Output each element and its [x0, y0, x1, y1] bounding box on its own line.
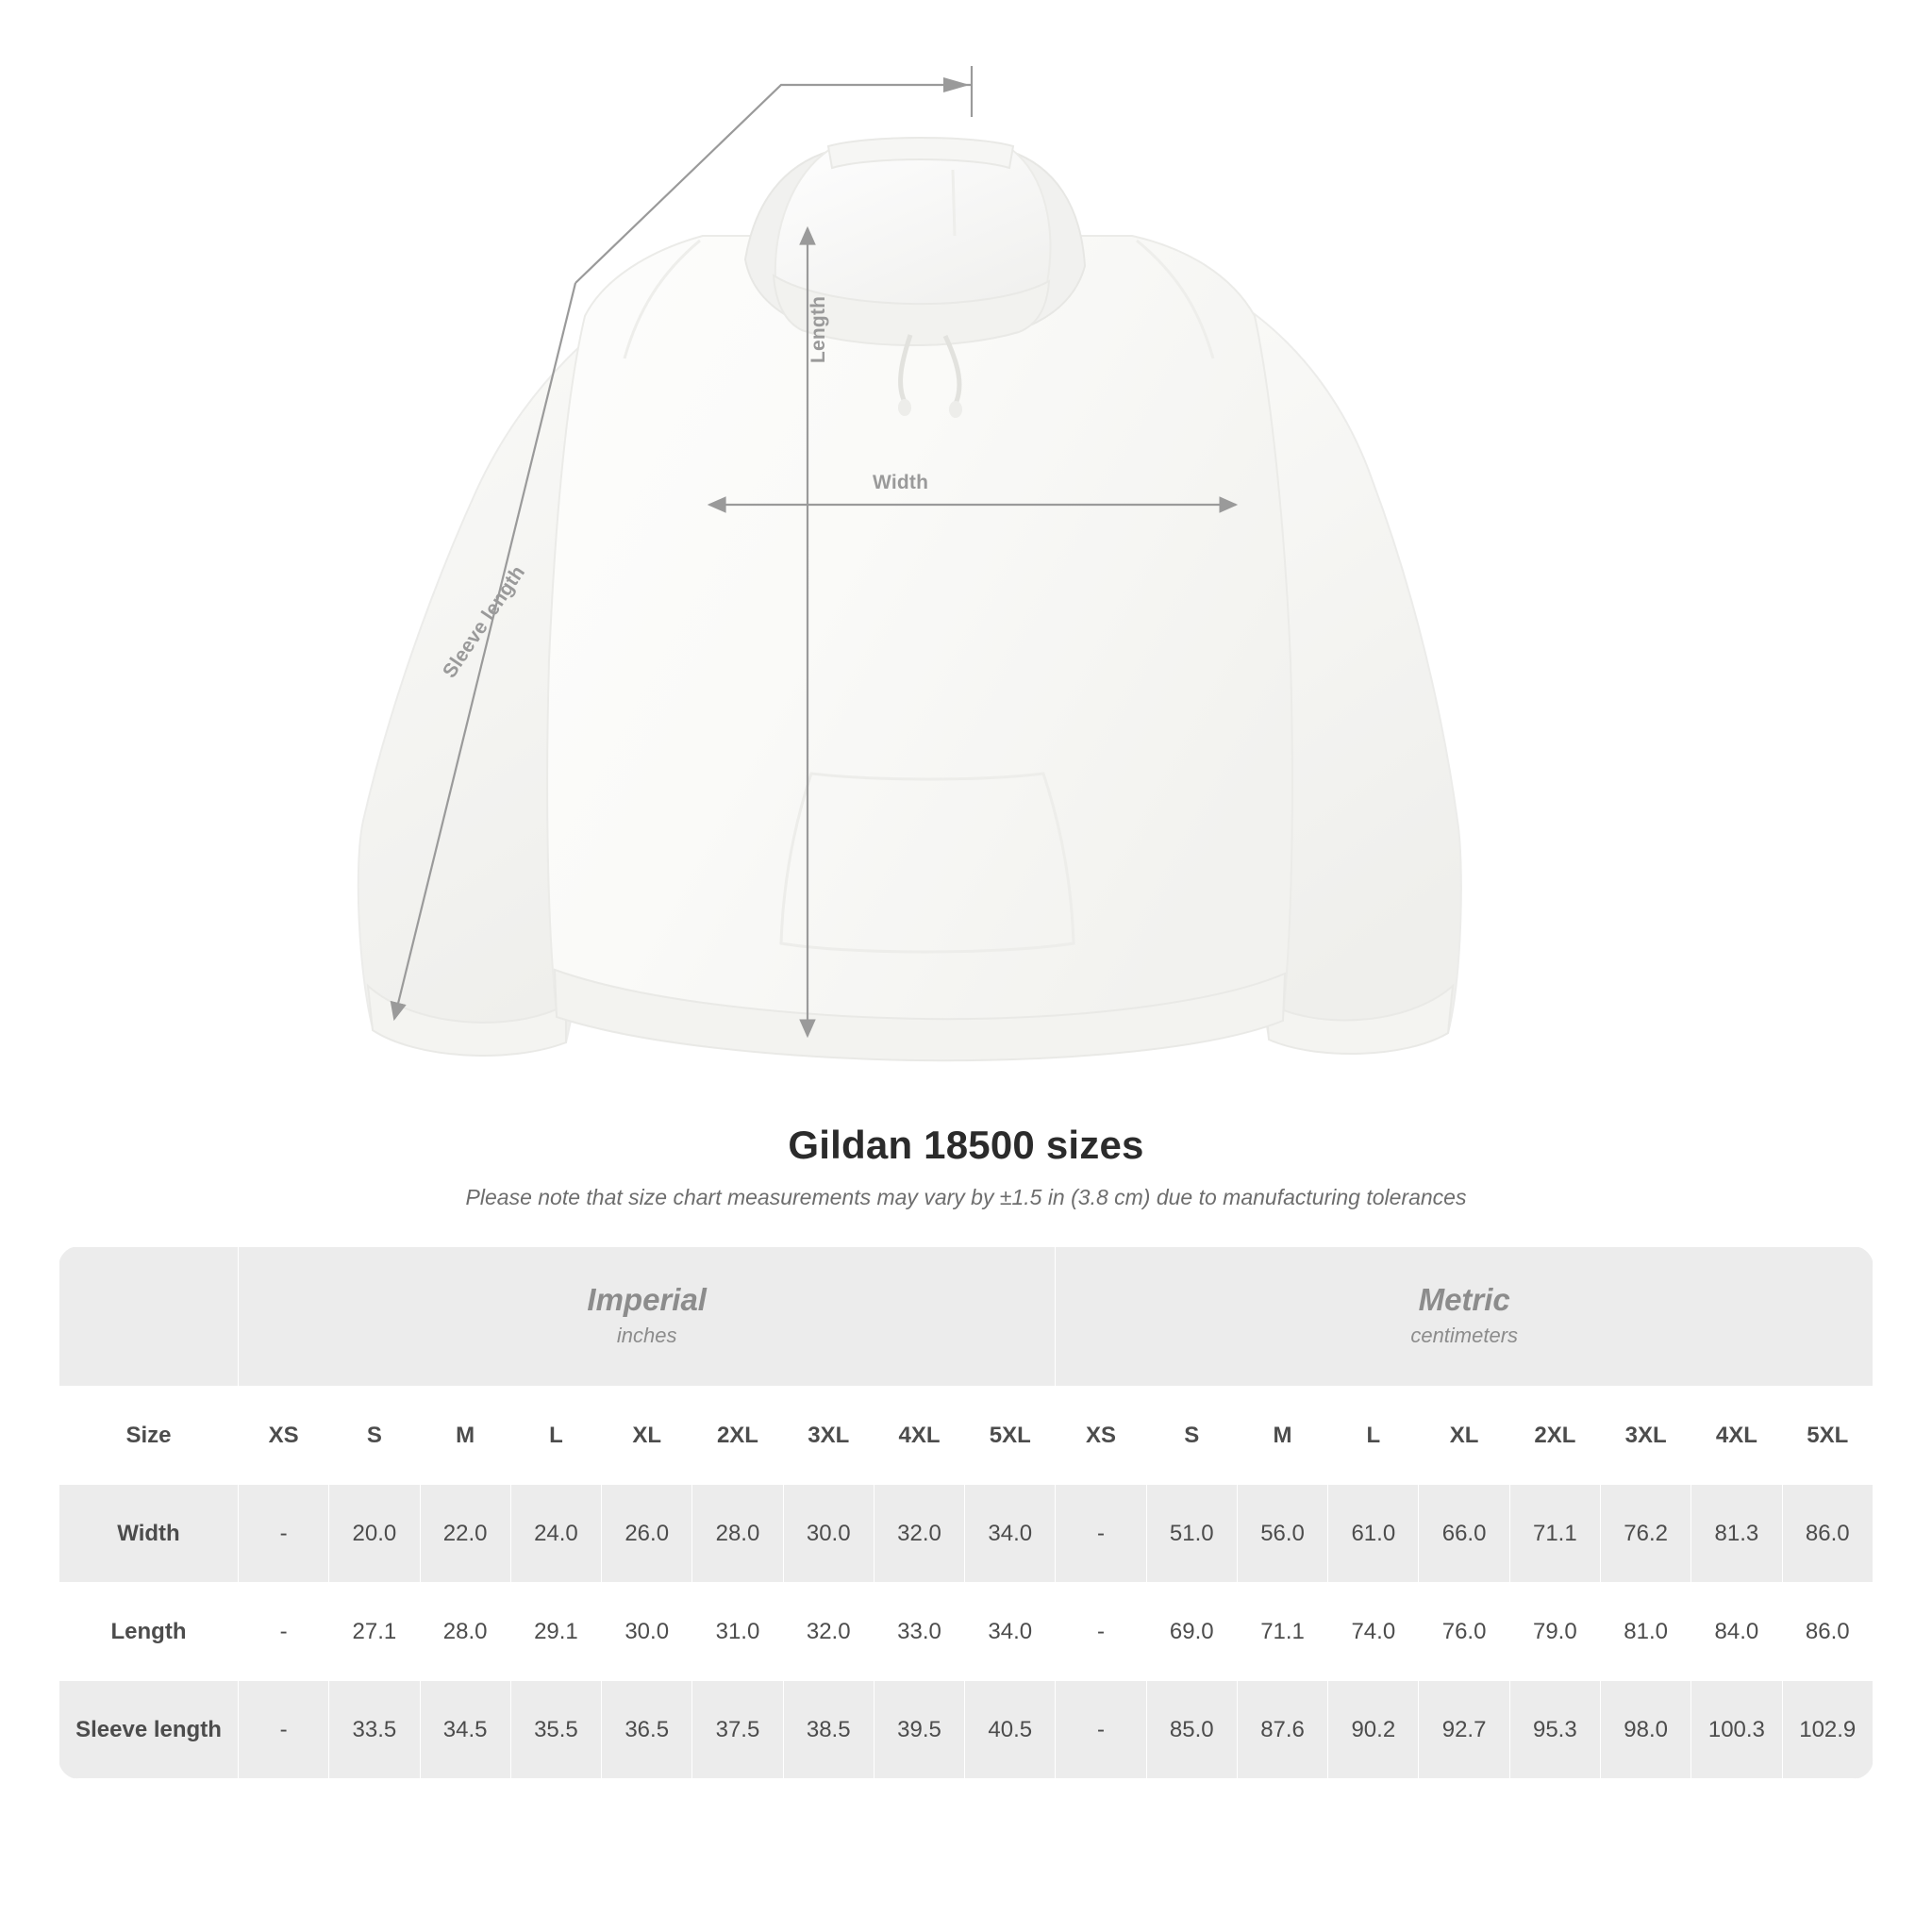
unit-header-spacer	[59, 1247, 239, 1387]
cell-sleeve-imperial-m: 34.5	[420, 1681, 510, 1779]
cell-sleeve-metric-s: 85.0	[1146, 1681, 1237, 1779]
unit-header-metric	[1056, 1247, 1874, 1387]
size-header-imperial-s: S	[329, 1387, 420, 1485]
size-header-imperial-m: M	[420, 1387, 510, 1485]
cell-length-imperial-s: 27.1	[329, 1583, 420, 1681]
table-row	[59, 1485, 1874, 1583]
cell-sleeve-imperial-xl: 36.5	[602, 1681, 692, 1779]
cell-sleeve-imperial-4xl: 39.5	[874, 1681, 964, 1779]
size-header-cell: Size	[59, 1387, 239, 1485]
length-dimension-label: Length	[808, 295, 829, 363]
unit-imperial-sub: inches	[616, 1323, 677, 1347]
cell-length-imperial-4xl: 33.0	[874, 1583, 964, 1681]
cell-sleeve-imperial-l: 35.5	[510, 1681, 601, 1779]
size-header-metric-xl: XL	[1419, 1387, 1509, 1485]
cell-sleeve-metric-2xl: 95.3	[1509, 1681, 1600, 1779]
cell-length-metric-xl: 76.0	[1419, 1583, 1509, 1681]
cell-sleeve-imperial-s: 33.5	[329, 1681, 420, 1779]
size-header-imperial-4xl: 4XL	[874, 1387, 964, 1485]
cell-sleeve-imperial-2xl: 37.5	[692, 1681, 783, 1779]
cell-width-metric-2xl: 71.1	[1509, 1485, 1600, 1583]
sleeve-length-dimension-label: Sleeve length	[439, 561, 530, 682]
cell-width-metric-xs: -	[1056, 1485, 1146, 1583]
size-header-imperial-xl: XL	[602, 1387, 692, 1485]
cell-width-metric-m: 56.0	[1237, 1485, 1327, 1583]
cell-sleeve-metric-4xl: 100.3	[1691, 1681, 1782, 1779]
cell-width-metric-3xl: 76.2	[1600, 1485, 1690, 1583]
cell-width-imperial-2xl: 28.0	[692, 1485, 783, 1583]
cell-width-imperial-s: 20.0	[329, 1485, 420, 1583]
unit-header-row	[59, 1247, 1874, 1387]
unit-metric-sub: centimeters	[1410, 1323, 1519, 1347]
cell-length-imperial-xl: 30.0	[602, 1583, 692, 1681]
cell-width-imperial-xl: 26.0	[602, 1485, 692, 1583]
cell-length-imperial-2xl: 31.0	[692, 1583, 783, 1681]
cell-length-metric-5xl: 86.0	[1782, 1583, 1873, 1681]
size-header-metric-m: M	[1237, 1387, 1327, 1485]
cell-sleeve-metric-xs: -	[1056, 1681, 1146, 1779]
cell-width-imperial-l: 24.0	[510, 1485, 601, 1583]
cell-width-imperial-3xl: 30.0	[783, 1485, 874, 1583]
size-header-metric-xs: XS	[1056, 1387, 1146, 1485]
cell-length-metric-xs: -	[1056, 1583, 1146, 1681]
tolerance-note: Please note that size chart measurements may vary by ±1.5 in (3.8 cm) due to manufacturing tolerances	[465, 1185, 1467, 1209]
cell-length-imperial-xs: -	[239, 1583, 329, 1681]
size-table	[58, 1246, 1874, 1779]
cell-length-metric-m: 71.1	[1237, 1583, 1327, 1681]
size-header-metric-5xl: 5XL	[1782, 1387, 1873, 1485]
cell-width-metric-5xl: 86.0	[1782, 1485, 1873, 1583]
cell-length-imperial-5xl: 34.0	[965, 1583, 1056, 1681]
size-header-metric-2xl: 2XL	[1509, 1387, 1600, 1485]
unit-imperial-name: Imperial	[587, 1282, 707, 1318]
width-dimension-label: Width	[873, 472, 929, 493]
size-header-imperial-3xl: 3XL	[783, 1387, 874, 1485]
table-row	[59, 1583, 1874, 1681]
page-title: Gildan 18500 sizes	[788, 1123, 1144, 1167]
cell-width-metric-l: 61.0	[1328, 1485, 1419, 1583]
size-header-imperial-l: L	[510, 1387, 601, 1485]
cell-length-metric-2xl: 79.0	[1509, 1583, 1600, 1681]
cell-width-metric-s: 51.0	[1146, 1485, 1237, 1583]
table-row	[59, 1681, 1874, 1779]
size-header-imperial-5xl: 5XL	[965, 1387, 1056, 1485]
cell-sleeve-imperial-5xl: 40.5	[965, 1681, 1056, 1779]
cell-length-metric-3xl: 81.0	[1600, 1583, 1690, 1681]
cell-width-imperial-5xl: 34.0	[965, 1485, 1056, 1583]
size-header-imperial-xs: XS	[239, 1387, 329, 1485]
size-header-metric-4xl: 4XL	[1691, 1387, 1782, 1485]
size-header-metric-3xl: 3XL	[1600, 1387, 1690, 1485]
cell-width-metric-4xl: 81.3	[1691, 1485, 1782, 1583]
cell-length-metric-s: 69.0	[1146, 1583, 1237, 1681]
cell-width-imperial-xs: -	[239, 1485, 329, 1583]
cell-sleeve-imperial-xs: -	[239, 1681, 329, 1779]
cell-sleeve-metric-3xl: 98.0	[1600, 1681, 1690, 1779]
cell-width-imperial-m: 22.0	[420, 1485, 510, 1583]
cell-sleeve-metric-m: 87.6	[1237, 1681, 1327, 1779]
hoodie-artwork	[358, 138, 1461, 1060]
row-label-sleeve-length: Sleeve length	[59, 1681, 239, 1779]
cell-length-imperial-3xl: 32.0	[783, 1583, 874, 1681]
cell-length-metric-l: 74.0	[1328, 1583, 1419, 1681]
unit-metric-name: Metric	[1418, 1282, 1510, 1318]
unit-header-imperial	[239, 1247, 1056, 1387]
cell-width-imperial-4xl: 32.0	[874, 1485, 964, 1583]
size-header-metric-l: L	[1328, 1387, 1419, 1485]
cell-length-imperial-l: 29.1	[510, 1583, 601, 1681]
cell-sleeve-imperial-3xl: 38.5	[783, 1681, 874, 1779]
size-table-container	[58, 1246, 1874, 1779]
cell-sleeve-metric-l: 90.2	[1328, 1681, 1419, 1779]
size-header-row	[59, 1387, 1874, 1485]
size-header-metric-s: S	[1146, 1387, 1237, 1485]
row-label-width: Width	[59, 1485, 239, 1583]
cell-sleeve-metric-xl: 92.7	[1419, 1681, 1509, 1779]
cell-length-imperial-m: 28.0	[420, 1583, 510, 1681]
cell-width-metric-xl: 66.0	[1419, 1485, 1509, 1583]
size-header-imperial-2xl: 2XL	[692, 1387, 783, 1485]
cell-sleeve-metric-5xl: 102.9	[1782, 1681, 1873, 1779]
row-label-length: Length	[59, 1583, 239, 1681]
cell-length-metric-4xl: 84.0	[1691, 1583, 1782, 1681]
title-block	[0, 1123, 1932, 1210]
